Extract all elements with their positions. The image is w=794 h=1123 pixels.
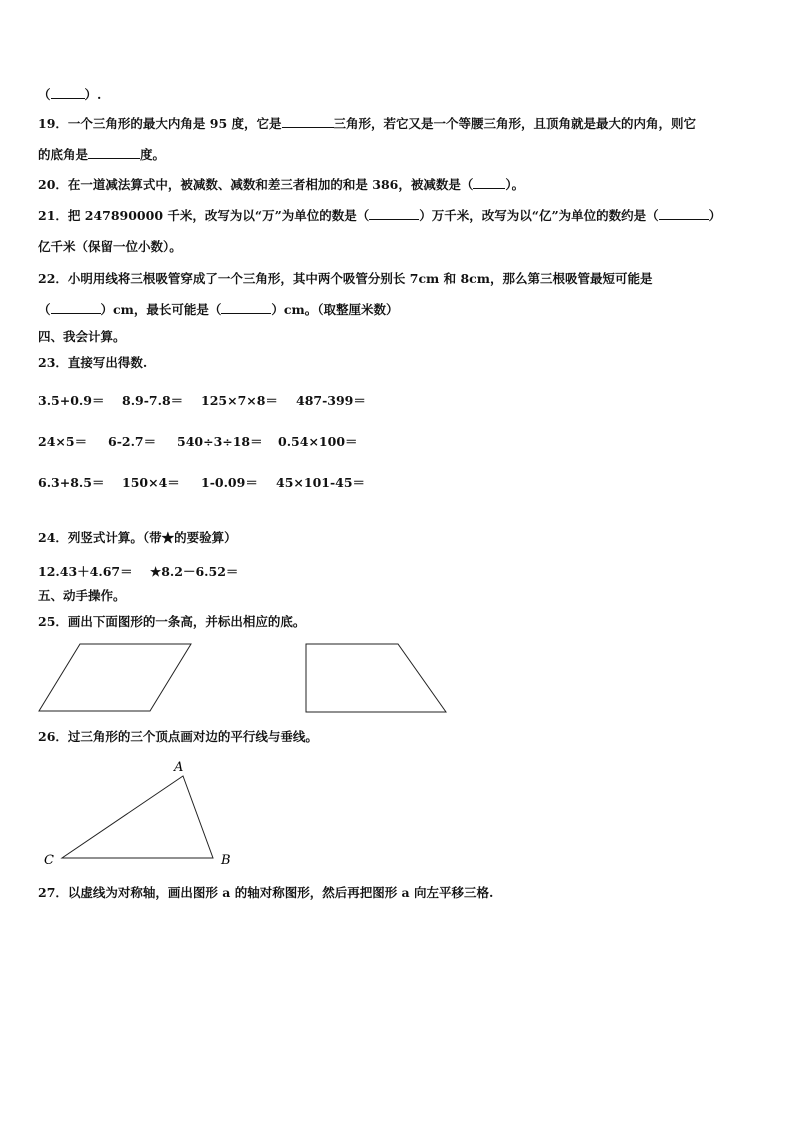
calc-item: 125×7×8＝ <box>201 393 278 408</box>
vertical-calc-item: ★8.2－6.52＝ <box>150 564 239 579</box>
question-24-title: 24．列竖式计算。（带★的要验算） <box>38 530 237 545</box>
calc-item: 540÷3÷18＝ <box>177 434 263 449</box>
q25-figures <box>0 640 794 740</box>
calc-item: 3.5+0.9＝ <box>38 393 105 408</box>
calc-item: 6.3+8.5＝ <box>38 475 105 490</box>
answer-blank[interactable] <box>51 87 85 99</box>
answer-blank[interactable] <box>282 116 334 128</box>
calc-item: 45×101-45＝ <box>276 475 366 490</box>
answer-blank[interactable] <box>473 177 505 189</box>
answer-blank[interactable] <box>88 147 140 159</box>
question-26-title: 26．过三角形的三个顶点画对边的平行线与垂线。 <box>38 729 318 744</box>
calc-item: 24×5＝ <box>38 434 88 449</box>
question-25-title: 25．画出下面图形的一条高，并标出相应的底。 <box>38 614 306 629</box>
question-27-title: 27．以虚线为对称轴，画出图形 a 的轴对称图形，然后再把图形 a 向左平移三格. <box>38 885 494 900</box>
calc-item: 0.54×100＝ <box>278 434 358 449</box>
question-22-line2: （ ）cm，最长可能是（ ）cm。（取整厘米数） <box>38 302 399 317</box>
triangle-abc[interactable] <box>62 776 213 858</box>
answer-blank[interactable] <box>369 208 419 220</box>
answer-blank[interactable] <box>51 302 101 314</box>
question-22-line1: 22．小明用线将三根吸管穿成了一个三角形，其中两个吸管分别长 7cm 和 8cm，那么第三根吸管最短可能是 <box>38 271 653 286</box>
section-4-heading: 四、我会计算。 <box>38 329 126 344</box>
trapezoid-shape[interactable] <box>306 644 446 712</box>
calc-item: 1-0.09＝ <box>201 475 258 490</box>
vertex-label-c: C <box>44 853 54 868</box>
answer-blank[interactable] <box>659 208 709 220</box>
question-21-line1: 21．把 247890000 千米，改写为以“万”为单位的数是（ ）万千米，改写为以“亿”为单位的数约是（ ） <box>38 208 722 223</box>
question-20: 20．在一道减法算式中，被减数、减数和差三者相加的和是 386，被减数是（ ）。 <box>38 177 525 192</box>
calc-item: 150×4＝ <box>122 475 180 490</box>
question-19-line2: 的底角是 度。 <box>38 147 166 162</box>
question-19-line1: 19．一个三角形的最大内角是 95 度，它是 三角形，若它又是一个等腰三角形，且顶角就是最大的内角，则它 <box>38 116 697 131</box>
calc-item: 6-2.7＝ <box>108 434 157 449</box>
section-5-heading: 五、动手操作。 <box>38 588 126 603</box>
calc-item: 8.9-7.8＝ <box>122 393 184 408</box>
q18-tail: （ ）. <box>38 87 102 102</box>
question-21-line2: 亿千米（保留一位小数）。 <box>38 239 182 254</box>
vertex-label-b: B <box>221 853 231 868</box>
vertex-label-a: A <box>174 760 184 775</box>
vertical-calc-item: 12.43＋4.67＝ <box>38 564 133 579</box>
answer-blank[interactable] <box>221 302 271 314</box>
parallelogram-shape[interactable] <box>39 644 191 711</box>
calc-item: 487-399＝ <box>296 393 366 408</box>
q26-figure <box>0 755 794 875</box>
question-23-title: 23．直接写出得数. <box>38 355 148 370</box>
